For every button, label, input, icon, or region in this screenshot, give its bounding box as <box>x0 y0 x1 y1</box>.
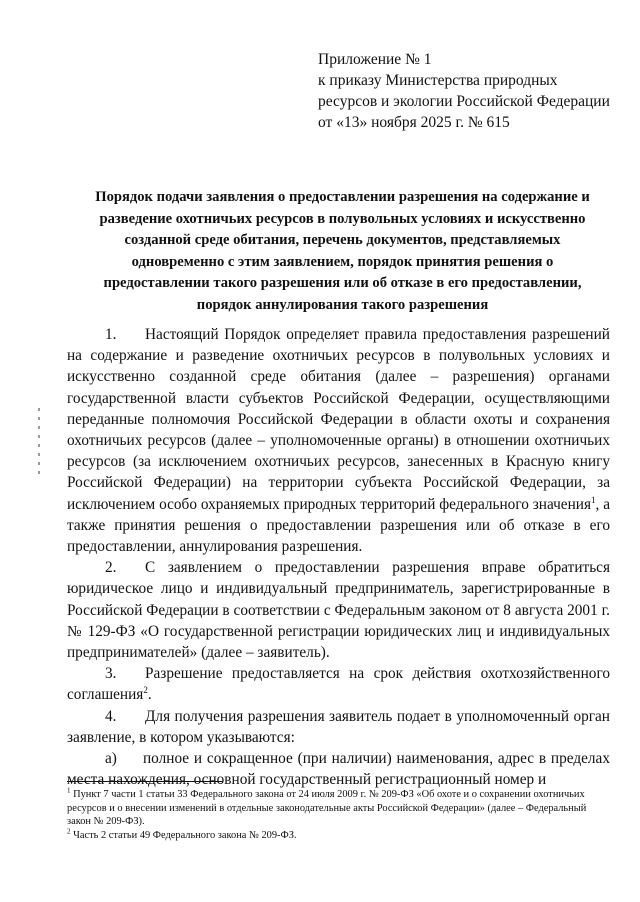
footnote-ref-2[interactable]: 2 <box>143 685 148 696</box>
paragraph-1 <box>67 324 610 557</box>
title-line-4: одновременно с этим заявлением, порядок принятия решения о <box>131 253 554 270</box>
paragraph-number: 2. <box>105 559 117 577</box>
paragraph-text: полное и сокращенное (при наличии) наименования, адрес в пределах места нахождения, основной государственный регистрационный номер и <box>67 750 610 789</box>
paragraph-text: Для получения разрешения заявитель подает в уполномоченный орган заявление, в котором указываются: <box>67 707 610 746</box>
title-line-5: предоставлении такого разрешения или об отказе в его предоставлении, <box>103 275 582 291</box>
paragraph-text: Разрешение предоставляется на срок действия охотхозяйственного соглашения <box>67 665 610 704</box>
appendix-line-4: от «13» ноября 2025 г. № 615 <box>318 114 510 131</box>
paragraph-text: С заявлением о предоставлении разрешения вправе обратиться юридическое лицо и индивидуальный предприниматель, зарегистрированные в Российской Федерации в соответствии с Федеральным законом от 8 августа 2001 г. № 129-ФЗ «О государственной регистрации юридических лиц и индивидуальных предпринимателей» (далее – заявитель). <box>67 559 610 662</box>
footnote-divider <box>67 781 222 782</box>
footnote-text: Пункт 7 части 1 статьи 33 Федерального закона от 24 июля 2009 г. № 209-ФЗ «Об охоте и о сохранении охотничьих ресурсов и о внесении изменений в отдельные законодательные акты Российской Федерации» (далее – Федеральный закон № 209-ФЗ). <box>67 789 587 828</box>
document-body <box>67 324 610 790</box>
footnote-2 <box>67 829 612 843</box>
footnote-ref-1[interactable]: 1 <box>591 494 596 505</box>
appendix-line-1: Приложение № 1 <box>318 51 432 68</box>
paragraph-text-continued: , а также принятия решения о предоставлении разрешения или об отказе в его предоставлении, аннулирования разрешения. <box>67 495 610 556</box>
paragraph-number: 4. <box>105 707 117 725</box>
footnote-mark: 1 <box>67 786 71 795</box>
footnote-1 <box>67 788 612 829</box>
paragraph-2 <box>67 557 610 663</box>
appendix-line-3: ресурсов и экологии Российской Федерации <box>318 93 610 110</box>
subitem-letter: а) <box>105 750 117 768</box>
title-line-2: разведение охотничьих ресурсов в полувольных условиях и искусственно <box>99 210 586 227</box>
appendix-line-2: к приказу Министерства природных <box>318 72 558 89</box>
title-line-1: Порядок подачи заявления о предоставлении разрешения на содержание и <box>95 189 590 205</box>
paragraph-4a <box>67 748 610 790</box>
footnotes <box>67 788 612 842</box>
paragraph-number: 1. <box>105 326 117 343</box>
footnote-mark: 2 <box>67 827 71 836</box>
paragraph-tail: . <box>147 686 152 704</box>
paragraph-text: Настоящий Порядок определяет правила предоставления разрешений на содержание и разведение охотничьих ресурсов в полувольных условиях и искусственно созданной среде обитания (далее – разрешения) органами государственной власти субъектов Российской Федерации, осуществляющими переданные полномочия Российской Федерации в области охоты и сохранения охотничьих ресурсов (далее – уполномоченные органы) в отношении охотничьих ресурсов (за исключением охотничьих ресурсов, занесенных в Красную книгу Российской Федерации) на территории субъекта Российской Федерации, за исключением особо охраняемых природных территорий федерального значения <box>67 326 610 513</box>
paragraph-4 <box>67 706 610 748</box>
footnote-text: Часть 2 статьи 49 Федерального закона № 209-ФЗ. <box>73 829 297 841</box>
paragraph-3 <box>67 663 610 705</box>
paragraph-number: 3. <box>105 665 117 683</box>
appendix-header <box>318 49 618 133</box>
scan-margin-marks <box>34 402 46 482</box>
title-line-3: созданной среде обитания, перечень документов, представляемых <box>124 232 561 248</box>
title-line-6: порядок аннулирования такого разрешения <box>196 296 489 313</box>
document-title <box>70 187 615 316</box>
